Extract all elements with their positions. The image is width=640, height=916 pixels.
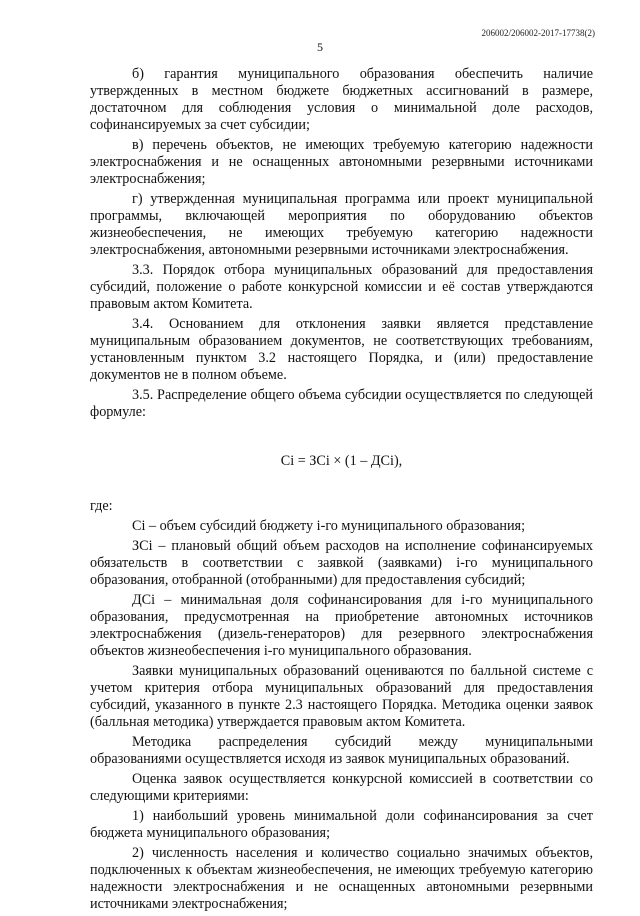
paragraph-method: Методика распределения субсидий между муниципальными образованиями осуществляется исходя из заявок муниципальных образований. bbox=[90, 734, 593, 767]
paragraph-3-5: 3.5. Распределение общего объема субсидии осуществляется по следующей формуле: bbox=[90, 387, 593, 420]
formula: Сi = ЗСi × (1 – ДСi), bbox=[280, 453, 403, 469]
definition-dsci: ДСi – минимальная доля софинансирования для i-го муниципального образования, предусмотренная на приобретение автономных источников электроснабжения (дизель-генераторов) для резервного электроснабжения объектов жизнеобеспечения i-го муниципального образования. bbox=[90, 592, 593, 659]
document-id: 206002/206002-2017-17738(2) bbox=[481, 28, 595, 38]
definition-ci: Сi – объем субсидий бюджету i-го муниципального образования; bbox=[132, 518, 526, 534]
page-number: 5 bbox=[317, 40, 323, 54]
paragraph-scoring: Заявки муниципальных образований оцениваются по балльной системе с учетом критерия отбора муниципальных образований для предоставления субсидий, указанного в пункте 2.3 настоящего Порядка. Методика оценки заявок (балльная методика) утверждается правовым актом Комитета. bbox=[90, 663, 593, 730]
paragraph-3-4: 3.4. Основанием для отклонения заявки является представление муниципальным образованием документов, не соответствующих требованиям, установленным пунктом 3.2 настоящего Порядка, и (или) предоставление документов не в полном объеме. bbox=[90, 316, 593, 383]
where-label: где: bbox=[90, 498, 113, 514]
document-body bbox=[90, 66, 593, 916]
paragraph-b: б) гарантия муниципального образования обеспечить наличие утвержденных в местном бюджете бюджетных ассигнований в размере, достаточном для соблюдения условия о минимальной доле расходов, софинансируемых за счет субсидии; bbox=[90, 66, 593, 133]
criterion-2: 2) численность населения и количество социально значимых объектов, подключенных к объектам жизнеобеспечения, не имеющих требуемую категорию надежности электроснабжения и не оснащенных автономными резервными источниками электроснабжения; bbox=[90, 845, 593, 912]
paragraph-g: г) утвержденная муниципальная программа или проект муниципальной программы, включающей мероприятия по оборудованию объектов жизнеобеспечения, не имеющих требуемую категорию надежности электроснабжения, автономными резервными источниками электроснабжения. bbox=[90, 191, 593, 258]
paragraph-evaluation: Оценка заявок осуществляется конкурсной комиссией в соответствии со следующими критериями: bbox=[90, 771, 593, 804]
criterion-1: 1) наибольший уровень минимальной доли софинансирования за счет бюджета муниципального образования; bbox=[90, 808, 593, 841]
paragraph-v: в) перечень объектов, не имеющих требуемую категорию надежности электроснабжения и не оснащенных автономными резервными источниками электроснабжения; bbox=[90, 137, 593, 187]
paragraph-3-3: 3.3. Порядок отбора муниципальных образований для предоставления субсидий, положение о работе конкурсной комиссии и её состав утверждаются правовым актом Комитета. bbox=[90, 262, 593, 312]
definition-zsci: ЗСi – плановый общий объем расходов на исполнение софинансируемых обязательств в соответствии с заявкой (заявками) i-го муниципального образования, отобранной (отобранными) для предоставления субсидий; bbox=[90, 538, 593, 588]
